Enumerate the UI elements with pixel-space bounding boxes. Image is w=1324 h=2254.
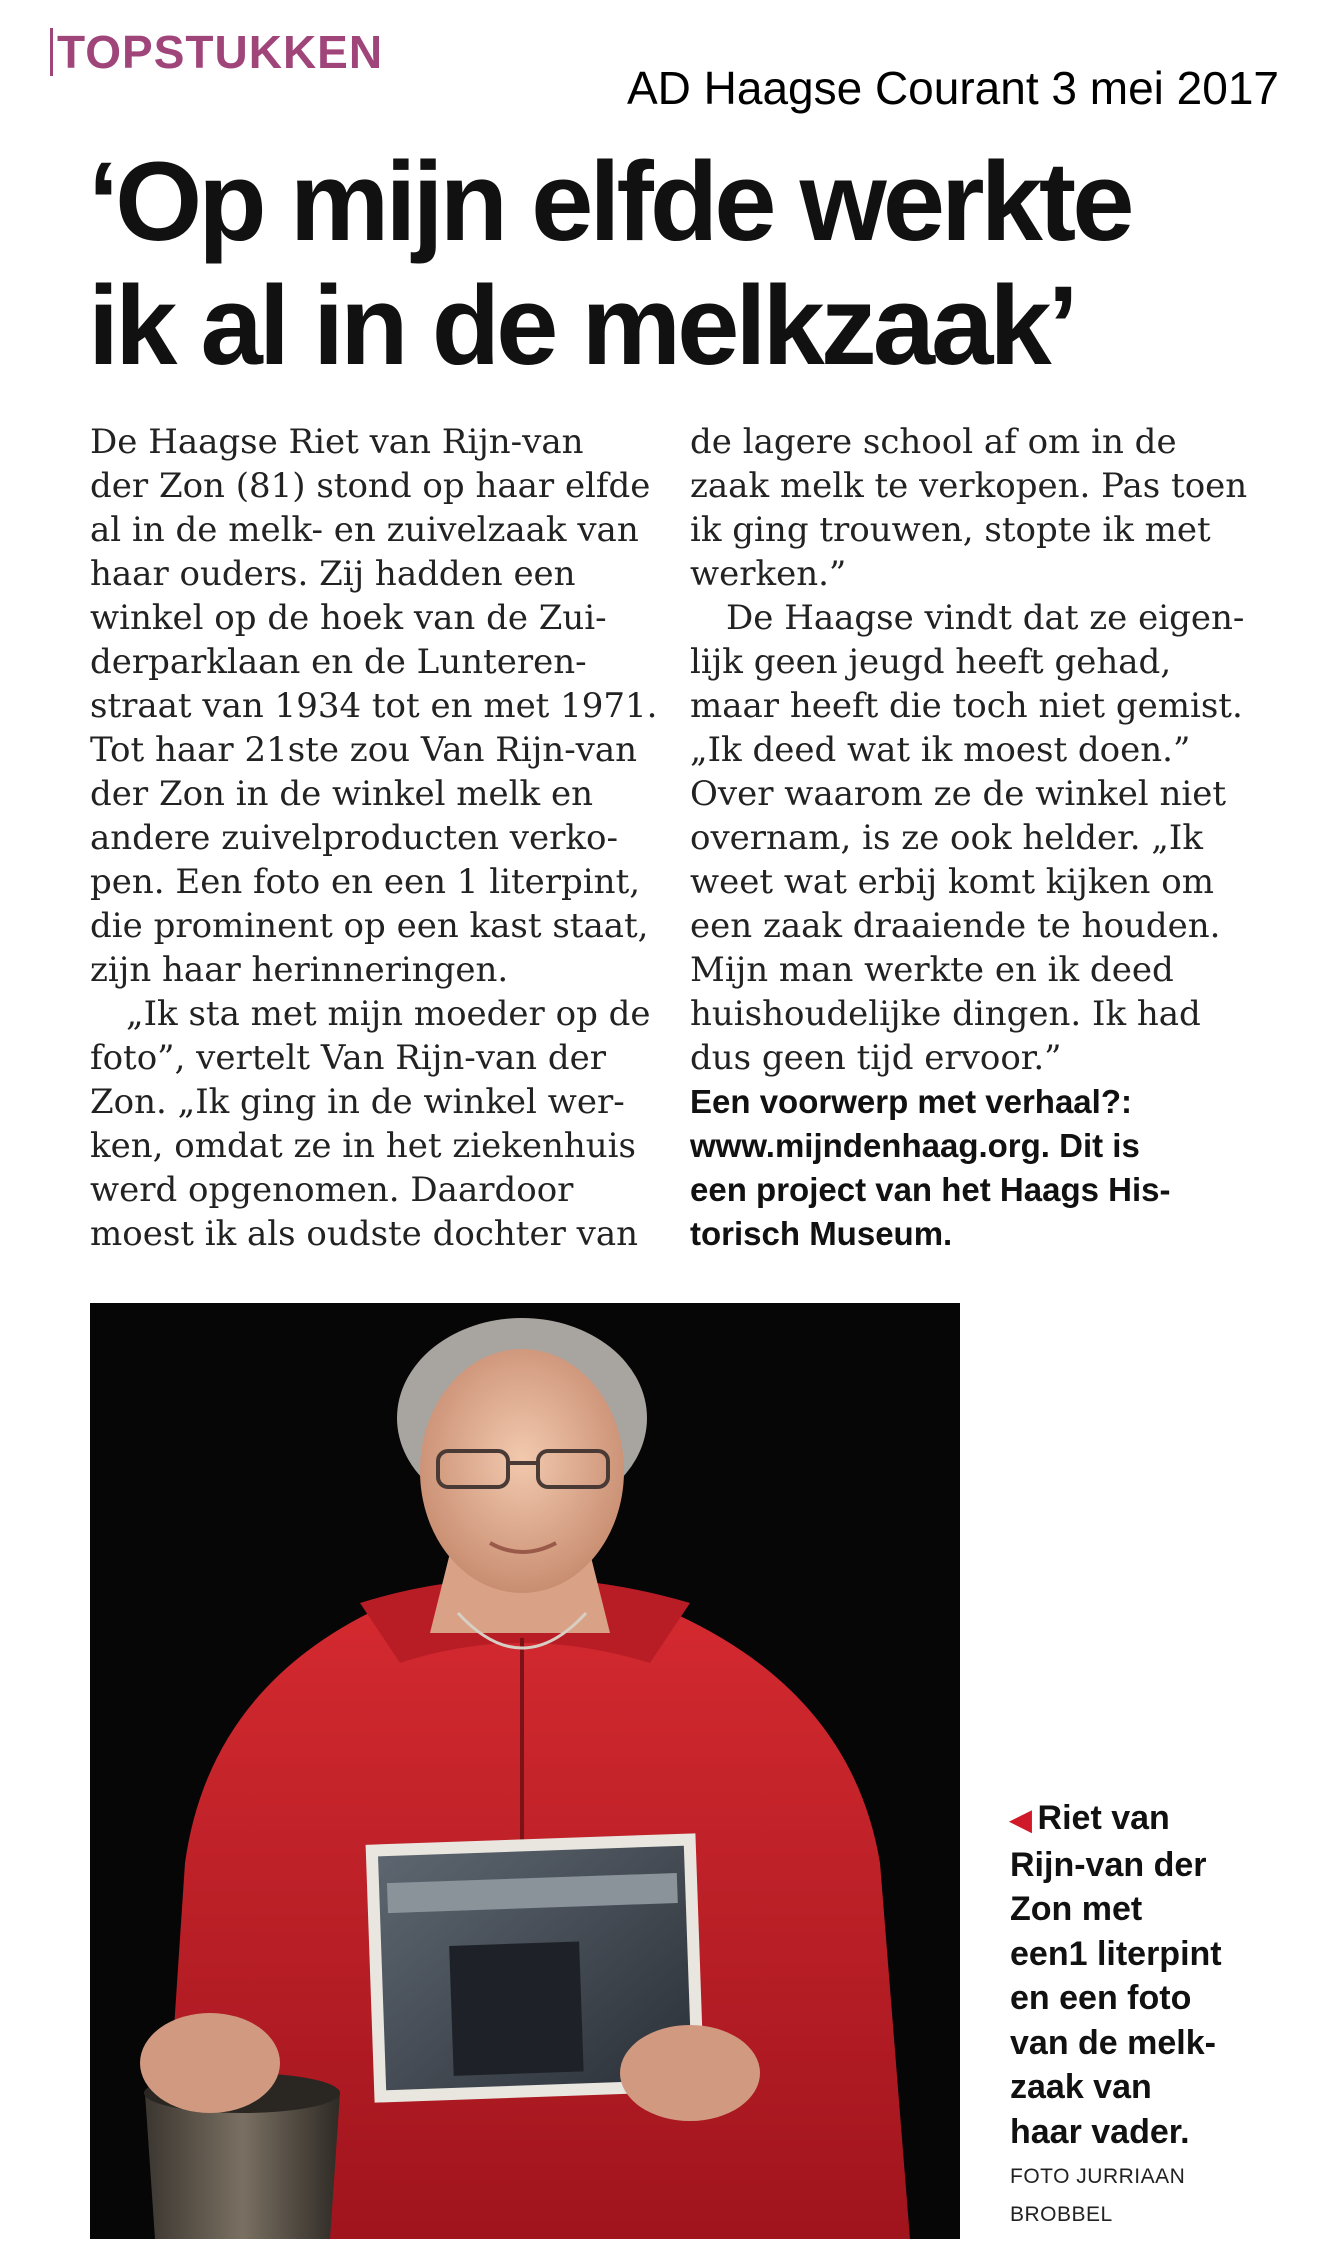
body-line: winkel op de hoek van de Zui- <box>90 598 607 638</box>
caption-line: zaak van <box>1010 2068 1152 2106</box>
body-line: „Ik deed wat ik moest doen.” <box>690 730 1191 770</box>
shop-window <box>449 1941 583 2075</box>
body-line: De Haagse Riet van Rijn-van <box>90 422 584 462</box>
caption-arrow-icon: ◀ <box>1010 1804 1032 1835</box>
body-line: zaak melk te verkopen. Pas toen <box>690 466 1248 506</box>
cta-line: torisch Museum. <box>690 1215 953 1252</box>
body-line: ik ging trouwen, stopte ik met <box>690 510 1211 550</box>
body-line: werken.” <box>690 554 847 594</box>
body-line: andere zuivelproducten verko- <box>90 818 618 858</box>
body-line: Zon. „Ik ging in de winkel wer- <box>90 1082 625 1122</box>
caption-line: ◀ Riet van <box>1010 1799 1170 1837</box>
body-line: Over waarom ze de winkel niet <box>690 774 1227 814</box>
caption-line: Rijn-van der <box>1010 1845 1207 1884</box>
body-line: huishoudelijke dingen. Ik had <box>690 994 1201 1034</box>
body-line: Tot haar 21ste zou Van Rijn-van <box>90 730 638 770</box>
body-line: zijn haar herinneringen. <box>90 950 509 990</box>
milk-can <box>145 2093 340 2239</box>
body-line: overnam, is ze ook helder. „Ik <box>690 818 1203 858</box>
source-line: AD Haagse Courant 3 mei 2017 <box>626 62 1279 114</box>
caption-line: van de melk- <box>1010 2023 1216 2062</box>
body-line: die prominent op een kast staat, <box>90 906 649 946</box>
body-line: straat van 1934 tot en met 1971. <box>90 686 658 726</box>
face <box>420 1349 624 1593</box>
section-tag: TOPSTUKKEN <box>50 28 383 76</box>
body-line: „Ik sta met mijn moeder op de <box>126 994 651 1034</box>
headline-line-1: ‘Op mijn elfde werkte <box>88 139 1131 264</box>
credit-line: BROBBEL <box>1010 2203 1113 2226</box>
left-hand <box>140 2013 280 2113</box>
photo-caption <box>1010 1796 1310 2154</box>
credit-line: FOTO JURRIAAN <box>1010 2165 1186 2188</box>
caption-line: haar vader. <box>1010 2112 1190 2151</box>
body-line: al in de melk- en zuivelzaak van <box>90 510 639 550</box>
caption-line: een1 literpint <box>1010 1934 1222 1973</box>
call-to-action <box>690 1080 1250 1256</box>
body-line: werd opgenomen. Daardoor <box>90 1170 574 1210</box>
headline-line-2: ik al in de melkzaak’ <box>88 263 1075 388</box>
body-line: haar ouders. Zij hadden een <box>90 554 576 594</box>
body-line: lijk geen jeugd heeft gehad, <box>690 642 1172 682</box>
photo-credit <box>1010 2158 1310 2234</box>
body-line: der Zon in de winkel melk en <box>90 774 593 814</box>
cta-line: Een voorwerp met verhaal?: <box>690 1083 1132 1120</box>
right-hand <box>620 2025 760 2121</box>
body-line: ken, omdat ze in het ziekenhuis <box>90 1126 637 1166</box>
body-line: maar heeft die toch niet gemist. <box>690 686 1243 726</box>
cta-line: een project van het Haags His- <box>690 1171 1171 1208</box>
body-column-left <box>90 420 660 1256</box>
body-line: pen. Een foto en een 1 literpint, <box>90 862 641 902</box>
headline <box>88 140 1288 388</box>
body-line: der Zon (81) stond op haar elfde <box>90 466 651 506</box>
cta-line: www.mijndenhaag.org. Dit is <box>690 1127 1140 1164</box>
body-line: de lagere school af om in de <box>690 422 1177 462</box>
caption-line: Zon met <box>1010 1890 1143 1928</box>
body-line: De Haagse vindt dat ze eigen- <box>726 598 1245 638</box>
portrait-illustration <box>90 1303 960 2239</box>
body-line: moest ik als oudste dochter van <box>90 1214 639 1254</box>
body-line: een zaak draaiende te houden. <box>690 906 1221 946</box>
body-line: weet wat erbij komt kijken om <box>690 862 1214 902</box>
body-line: derparklaan en de Lunteren- <box>90 642 587 682</box>
body-line: foto”, vertelt Van Rijn-van der <box>90 1038 607 1078</box>
caption-line: en een foto <box>1010 1979 1192 2017</box>
body-line: dus geen tijd ervoor.” <box>690 1038 1062 1078</box>
body-line: Mijn man werkte en ik deed <box>690 950 1174 990</box>
body-column-right <box>690 420 1250 1256</box>
portrait-photo <box>90 1303 960 2239</box>
